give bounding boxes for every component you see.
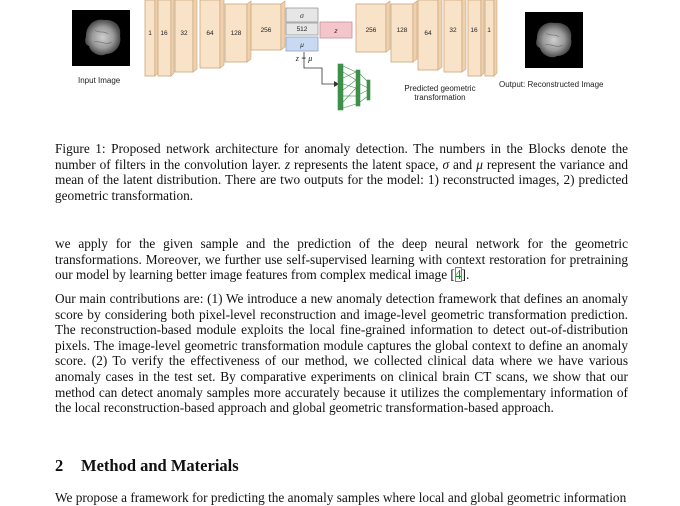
decoder-block: [468, 0, 484, 76]
input-image-label: Input Image: [78, 76, 121, 85]
caption-text-4: represent the variance and mean of the latent distribution. There are two outputs for the model: 1) reconstructed images, 2) predicted geometric transformation.: [55, 156, 628, 203]
encoder-block-label: 1: [148, 30, 152, 37]
z-equals-mu: z = μ: [295, 54, 313, 63]
caption-text-1: Figure 1: Proposed network architecture for anomaly detection. The numbers in the Blocks denote the number of filters in the convolution layer.: [55, 141, 628, 172]
figure-caption: [55, 141, 628, 203]
encoder-block-label: 128: [230, 30, 242, 37]
citation-link[interactable]: 4: [454, 267, 462, 283]
mu-symbol: μ: [300, 42, 304, 49]
paragraph-method-partial: We propose a framework for predicting the anomaly samples where local and global geometric information: [55, 490, 627, 505]
paragraph-text: we apply for the given sample and the prediction of the deep neural network for the geometric transformations. Moreover, we further use self-supervised learning with context restoration for pretraining our model by learning better image features from complex medical image [: [55, 236, 628, 283]
encoder-block: [158, 0, 174, 76]
encoder-block: [200, 0, 224, 68]
encoder-block: [175, 0, 197, 72]
encoder-block-label: 256: [260, 27, 272, 34]
architecture-diagram: [0, 0, 680, 120]
encoder: [145, 0, 285, 76]
section-heading: [55, 456, 239, 476]
decoder-block-label: 256: [365, 27, 377, 34]
architecture-figure: [0, 0, 680, 120]
latent-space: [286, 8, 352, 63]
section-number: 2: [55, 456, 64, 475]
predicted-label-line2: transformation: [414, 93, 466, 102]
decoder-block: [418, 0, 442, 70]
encoder-block-label: 64: [206, 30, 214, 37]
predicted-label-line1: Predicted geometric: [404, 84, 476, 93]
latent-size: 512: [296, 26, 308, 33]
encoder-block: [251, 1, 285, 50]
caption-mu-symbol: μ: [476, 156, 483, 172]
decoder-block: [444, 0, 466, 72]
decoder-block: [391, 1, 417, 62]
encoder-block: [145, 0, 158, 76]
caption-sigma-symbol: σ: [442, 156, 450, 172]
encoder-block-label: 16: [160, 30, 168, 37]
decoder-block-label: 1: [487, 27, 491, 34]
decoder-block-label: 16: [470, 27, 478, 34]
output-image-label: Output: Reconstructed Image: [499, 80, 604, 89]
caption-text-3: and: [449, 156, 477, 172]
paragraph-intro-continued: [55, 236, 628, 283]
decoder-block: [485, 0, 497, 76]
paragraph-contributions: Our main contributions are: (1) We introduce a new anomaly detection framework that defines an anomaly score by considering both pixel-level reconstruction and image-level geometric transformation prediction. The reconstruction-based module exploits the local fine-grained information to detect out-of-distribution pixels. The image-level geometric transformation module captures the global context to define an anomaly score. (2) To verify the effectiveness of our method, we collected clinical data where we have various anomaly cases in the test set. By comparative experiments on clinical brain CT scans, we show that our method can detect anomaly samples more accurately because it utilizes the complementary information of the local reconstruction-based approach and global geometric transformation-based approach.: [55, 291, 628, 416]
transformation-mlp: [338, 64, 370, 110]
decoder-block-label: 64: [424, 30, 432, 37]
section-title: Method and Materials: [81, 456, 239, 475]
predicted-transformation-label: [402, 84, 478, 102]
caption-text-2: represents the latent space,: [290, 156, 443, 172]
sigma-symbol: σ: [300, 13, 304, 20]
decoder: [356, 0, 497, 76]
paragraph-end: ].: [461, 267, 470, 283]
encoder-block: [225, 1, 251, 62]
decoder-block: [356, 1, 390, 52]
caption-z-symbol: z: [284, 156, 291, 172]
output-reconstructed-image: [525, 12, 583, 68]
encoder-block-label: 32: [180, 30, 188, 37]
decoder-block-label: 32: [449, 27, 457, 34]
input-image: [72, 10, 130, 66]
z-symbol: z: [334, 28, 338, 35]
decoder-block-label: 128: [396, 27, 408, 34]
